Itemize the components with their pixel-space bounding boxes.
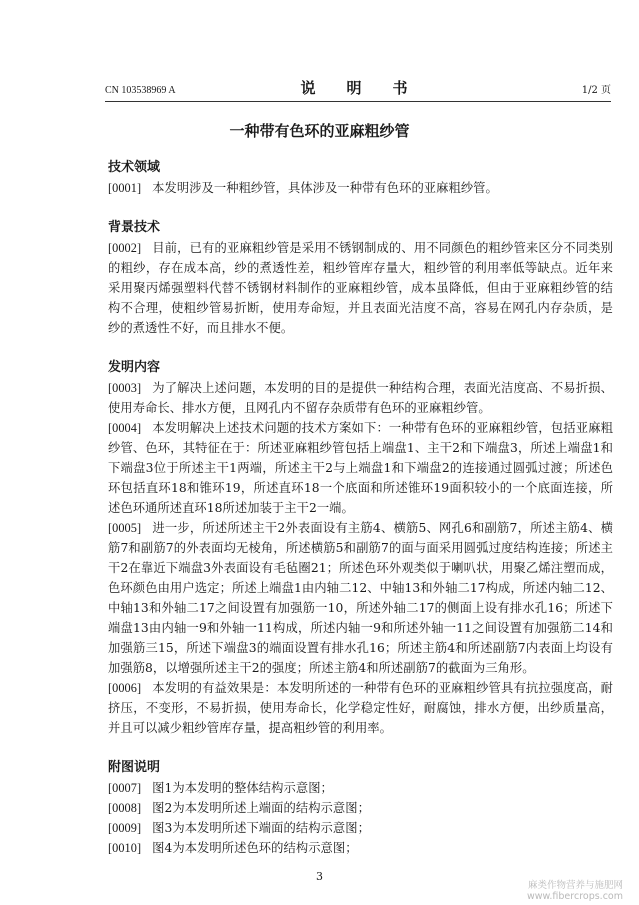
watermark-url: www.fibercrops.com bbox=[526, 891, 623, 902]
document-title: 一种带有色环的亚麻粗纱管 bbox=[229, 122, 410, 140]
paragraph-number: [0005] bbox=[108, 521, 142, 535]
paragraph-text: 图3为本发明所述下端面的结构示意图； bbox=[152, 821, 370, 835]
paragraph bbox=[108, 418, 613, 518]
paragraph bbox=[108, 178, 613, 198]
paragraph-text: 图2为本发明所述上端面的结构示意图； bbox=[152, 801, 370, 815]
page-header bbox=[105, 76, 611, 100]
paragraph-number: [0006] bbox=[108, 681, 142, 695]
paragraph-number: [0010] bbox=[108, 841, 142, 855]
paragraph-number: [0003] bbox=[108, 381, 142, 395]
paragraph bbox=[108, 778, 613, 798]
paragraph bbox=[108, 238, 613, 338]
paragraph bbox=[108, 818, 613, 838]
paragraph bbox=[108, 838, 613, 858]
paragraph-number: [0007] bbox=[108, 781, 142, 795]
paragraph-text: 进一步，所述所述主干2外表面设有主筋4、横筋5、网孔6和副筋7，所述主筋4、横筋7和副筋7的外表面均无棱角，所述横筋5和副筋7的面与面采用圆弧过度结构连接；所述主干2在靠近下端盘3外表面设有毛毡圈21；所述色环外观类似于喇叭状，用聚乙烯注塑而成，色环颜色由用户选定；所述上端盘1由内轴二12、中轴13和外轴二17构成，所述内轴二12、中轴13和外轴二17之间设置有加强筋一10，所述外轴二17的侧面上设有排水孔16；所述下端盘13由内轴一9和外轴一11构成，所述内轴一9和所述外轴一11之间设置有加强筋二14和加强筋三15，所述下端盘3的端面设置有排水孔16；所述主筋4和所述副筋7内表面上均设有加强筋8，以增强所述主干2的强度；所述主筋4和所述副筋7的截面为三角形。 bbox=[108, 521, 613, 675]
publication-number: CN 103538969 A bbox=[105, 85, 176, 96]
page-number: 3 bbox=[316, 870, 323, 883]
paragraph-number: [0002] bbox=[108, 241, 142, 255]
paragraph bbox=[108, 678, 613, 738]
paragraph-number: [0009] bbox=[108, 821, 142, 835]
site-watermark bbox=[527, 880, 623, 902]
paragraph-text: 为了解决上述问题，本发明的目的是提供一种结构合理，表面光洁度高、不易折损、使用寿命长、排水方便，且网孔内不留存杂质带有色环的亚麻粗纱管。 bbox=[108, 381, 613, 415]
paragraph-text: 图1为本发明的整体结构示意图； bbox=[152, 781, 333, 795]
section-heading-technical-field: 技术领域 bbox=[108, 160, 161, 175]
paragraph-text: 目前，已有的亚麻粗纱管是采用不锈钢制成的、用不同颜色的粗纱管来区分不同类别的粗纱，存在成本高，纱的煮透性差，粗纱管库存量大，粗纱管的利用率低等缺点。近年来采用聚丙烯强塑料代替不锈钢材料制作的亚麻粗纱管，成本虽降低，但由于亚麻粗纱管的结构不合理，使粗纱管易折断，使用寿命短，并且表面光洁度不高，容易在网孔内存杂质，是纱的煮透性不好，而且排水不便。 bbox=[108, 241, 613, 335]
page-reference: 1/2 页 bbox=[581, 85, 611, 96]
watermark-title: 麻类作物营养与施肥网 bbox=[527, 880, 623, 891]
paragraph bbox=[108, 518, 613, 678]
paragraph bbox=[108, 378, 613, 418]
paragraph-text: 本发明解决上述技术问题的技术方案如下：一种带有色环的亚麻粗纱管，包括亚麻粗纱管、色环，其特征在于：所述亚麻粗纱管包括上端盘1、主干2和下端盘3，所述上端盘1和下端盘3位于所述主干1两端，所述主干2与上端盘1和下端盘2的连接通过圆弧过渡；所述色环包括直环18和锥环19，所述直环18一个底面和所述锥环19面积较小的一个底面连接，所述色环通所述直环18所述加装于主干2一端。 bbox=[108, 421, 613, 515]
section-heading-background: 背景技术 bbox=[108, 220, 161, 235]
paragraph-number: [0004] bbox=[108, 421, 142, 435]
paragraph-number: [0008] bbox=[108, 801, 142, 815]
paragraph-text: 本发明的有益效果是：本发明所述的一种带有色环的亚麻粗纱管具有抗拉强度高，耐挤压，不变形，不易折损，使用寿命长，化学稳定性好，耐腐蚀，排水方便，出纱质量高，并且可以减少粗纱管库存量，提高粗纱管的利用率。 bbox=[108, 681, 613, 735]
paragraph-text: 图4为本发明所述色环的结构示意图； bbox=[152, 841, 358, 855]
paragraph-number: [0001] bbox=[108, 181, 142, 195]
paragraph bbox=[108, 798, 613, 818]
section-heading-summary: 发明内容 bbox=[108, 360, 161, 375]
paragraph-text: 本发明涉及一种粗纱管，具体涉及一种带有色环的亚麻粗纱管。 bbox=[152, 181, 498, 195]
document-body bbox=[108, 158, 613, 858]
document-type-label: 说 明 书 bbox=[300, 79, 416, 97]
header-divider bbox=[105, 101, 611, 102]
section-heading-drawings: 附图说明 bbox=[108, 760, 161, 775]
